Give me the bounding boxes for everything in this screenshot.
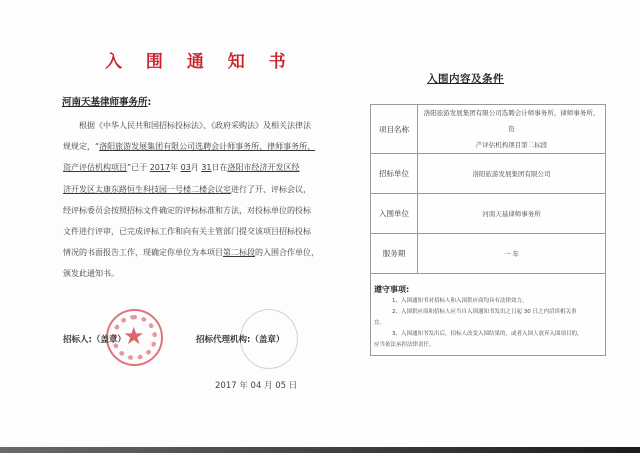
row-value-tenderer: 洛阳旅游发展集团有限公司 [418, 154, 606, 194]
row-value-service-period: 一 年 [418, 234, 606, 274]
body-text-segment: 进行了开、评标会议， [231, 184, 311, 194]
notice-title: 入 围 通 知 书 [105, 52, 295, 72]
row-value-shortlisted: 河南天基律师事务所 [418, 194, 606, 234]
body-text-segment: 年 [170, 163, 179, 173]
addressee-colon: : [147, 97, 152, 108]
body-line-2 [63, 136, 325, 157]
conditions-table [370, 104, 606, 356]
notice-body [63, 115, 325, 285]
open-date-month: 03 [180, 163, 191, 173]
body-line-4 [63, 179, 325, 200]
row-label-tenderer: 招标单位 [371, 154, 418, 194]
project-name-underlined: 资产评估机构项目 [63, 163, 127, 173]
agent-signature: 招标代理机构:（盖章） [196, 335, 285, 345]
body-text-segment: 月 [190, 163, 199, 173]
body-line-7 [63, 242, 325, 263]
body-line-3 [63, 157, 325, 178]
notes-item-1: 1、入围通知书对招标人和入围供应商均具有法律效力。 [392, 298, 528, 304]
body-line-1: 根据《中华人民共和国招标投标法》、《政府采购法》及相关法律法 [79, 121, 311, 130]
row-label-project-name: 项目名称 [371, 105, 418, 154]
table-row [371, 154, 606, 194]
notes-item-3: 3、入围通知书发出后，招标人改变入围结果的，或者入围人放弃入围项目的， [392, 331, 583, 337]
table-row [371, 194, 606, 234]
open-date-year: 2017 [149, 163, 171, 173]
notes-item-3-cont: 应当依法承担法律责任。 [374, 342, 435, 348]
tenderer-signature: 招标人:（盖章） [63, 335, 126, 345]
body-line-8: 颁发此通知书。 [63, 269, 119, 279]
project-name-line-1: 洛阳旅游发展集团有限公司选聘会计师事务所、律师事务所、资 [423, 109, 600, 133]
addressee-name: 河南天基律师事务所 [62, 97, 148, 108]
body-line-5: 经评标委员会按照招标文件确定的评标标准和方法，对投标单位的投标 [63, 205, 311, 215]
row-label-service-period: 服务期 [371, 234, 418, 274]
lot-underlined: 第二标段 [223, 248, 255, 258]
table-row [371, 234, 606, 274]
project-name-underlined: 洛阳旅游发展集团有限公司选聘会计师事务所、律师事务所、 [99, 142, 316, 152]
table-row-notes [371, 274, 606, 356]
venue-underlined: 洛阳市经济开发区经 [227, 163, 300, 173]
body-text-segment: 日在 [211, 163, 228, 173]
notes-cell [371, 274, 606, 356]
bottom-shadow-strip [0, 447, 640, 453]
body-text-segment: ”已于 [127, 163, 148, 173]
star-icon: ★ [123, 322, 145, 350]
notes-item-2: 2、入围供应商和招标人应当自入围通知书发出之日起 30 日之内洽谈相关事 [392, 309, 577, 315]
issue-date: 2017 年 04 月 05 日 [215, 381, 298, 391]
body-text-segment: 规规定，“ [63, 142, 100, 152]
body-text-segment: 情况的书面报告工作，现确定你单位为本项目 [63, 248, 223, 258]
addressee [62, 94, 151, 108]
body-text-segment: 的入围合作单位， [255, 248, 319, 258]
notes-title: 遵守事项: [374, 285, 410, 294]
body-line-6: 文件进行评审，已完成评标工作和向有关主管部门提交该项目招标投标 [63, 226, 311, 236]
row-value-project-name [418, 105, 606, 154]
table-row [371, 105, 606, 154]
project-name-line-2: 产评估机构项目第二标段 [475, 141, 548, 149]
open-date-day: 31 [201, 163, 212, 173]
notes-item-2-cont: 宜。 [374, 320, 386, 326]
conditions-title: 入围内容及条件 [427, 73, 504, 85]
venue-underlined: 济开发区太康东路恒生科技园一号楼二楼会议室 [63, 184, 231, 194]
row-label-shortlisted: 入围单位 [371, 194, 418, 234]
